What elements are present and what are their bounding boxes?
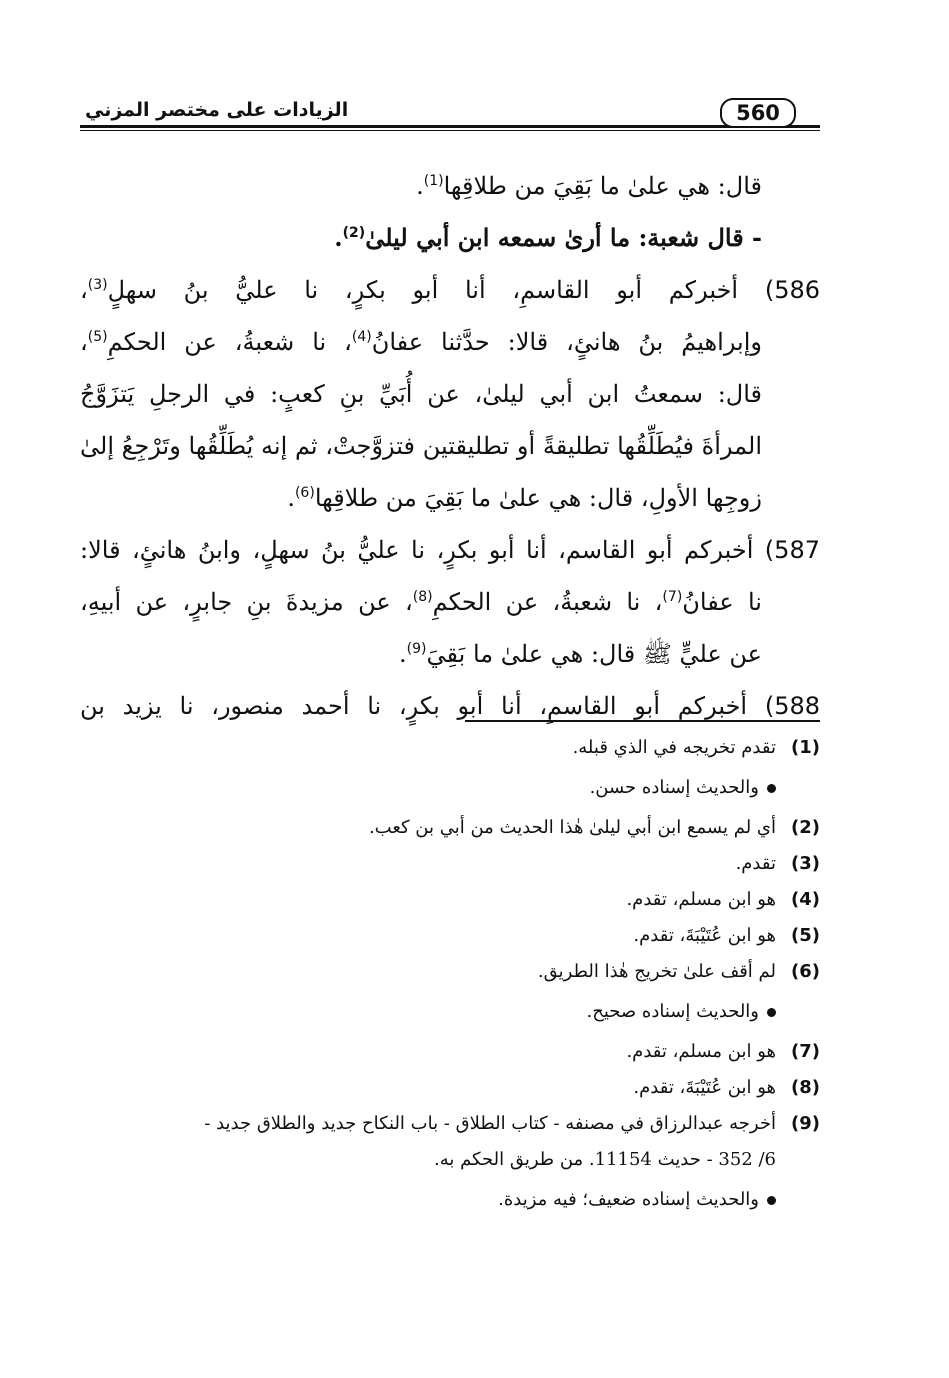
footnote: (4)هو ابن مسلم، تقدم.: [626, 889, 820, 910]
footnote: (8)هو ابن عُتَيْبَةَ، تقدم.: [633, 1077, 820, 1098]
hadith-number: 586): [764, 276, 820, 304]
hadith-number: 587): [764, 536, 820, 564]
header-rule: [80, 125, 820, 128]
text-line: نا عفانُ$^{(7)}$، نا شعبةُ، عن الحكمِ$^{(8)}$، عن مزيدةَ بنِ جابرٍ، عن أبيهِ،: [80, 588, 762, 616]
main-text: [80, 160, 820, 732]
text-line: - قال شعبة: ما أرىٰ سمعه ابن أبي ليلىٰ$^{(2)}$.: [334, 223, 762, 252]
text-line: قال: سمعتُ ابن أبي ليلىٰ، عن أُبَيِّ بنِ كعبٍ: في الرجلِ يَتزَوَّجُ: [80, 380, 762, 408]
hadith-number: 588): [764, 692, 820, 720]
hadith-588-line: 588) أخبركم أبو القاسمِ، أنا أبو بكرٍ، نا أحمد منصور، نا يزيد بن: [80, 692, 820, 720]
footnote: (7)هو ابن مسلم، تقدم.: [626, 1041, 820, 1062]
hadith-587-line: 587) أخبركم أبو القاسم، أنا أبو بكرٍ، نا عليُّ بنُ سهلٍ، وابنُ هانئٍ، قالا:: [80, 536, 820, 564]
footnote-grade: والحديث إسناده صحيح.: [80, 994, 820, 1030]
footnote: (2)أي لم يسمع ابن أبي ليلىٰ هٰذا الحديث من أبي بن كعب.: [368, 817, 820, 838]
page-number: 560: [720, 98, 796, 128]
text-line: المرأةَ فيُطَلِّقُها تطليقةً أو تطليقتين فتزوَّجتْ، ثم إنه يُطَلِّقُها وتَرْجِعُ إلىٰ: [80, 432, 762, 460]
bullet-icon: [767, 784, 776, 793]
header-rule-thin: [80, 130, 820, 131]
footnote: (1)تقدم تخريجه في الذي قبله.: [572, 737, 820, 758]
hadith-586-line: 586) أخبركم أبو القاسمِ، أنا أبو بكرٍ، نا عليُّ بنُ سهلٍ$^{(3)}$،: [80, 276, 820, 304]
text-line: وإبراهيمُ بنُ هانئٍ، قالا: حدَّثنا عفانُ$^{(4)}$، نا شعبةُ، عن الحكمِ$^{(5)}$،: [80, 328, 762, 356]
text-line: قال: هي علىٰ ما بَقِيَ من طلاقِها$^{(1)}$.: [416, 172, 762, 200]
page-header: [80, 95, 820, 135]
text-line: عن عليٍّ ﷺ قال: هي علىٰ ما بَقِيَ$^{(9)}$.: [399, 640, 762, 668]
bullet-icon: [767, 1008, 776, 1017]
footnote: (9)أخرجه عبدالرزاق في مصنفه - كتاب الطلاق - باب النكاح جديد والطلاق جديد -: [204, 1113, 820, 1134]
text-line: زوجِها الأولِ، قال: هي علىٰ ما بَقِيَ من طلاقِها$^{(6)}$.: [287, 484, 762, 512]
footnote-continuation: 6/ 352 - حديث 11154. من طريق الحكم به.: [433, 1149, 776, 1170]
footnote: (6)لم أقف علىٰ تخريج هٰذا الطريق.: [537, 961, 820, 982]
footnote-separator: [465, 720, 820, 722]
footnote-grade: والحديث إسناده حسن.: [80, 770, 820, 806]
footnote: (3)تقدم.: [735, 853, 820, 874]
bullet-icon: [767, 1196, 776, 1205]
footnote: (5)هو ابن عُتَيْبَةَ، تقدم.: [633, 925, 820, 946]
footnotes: [80, 730, 820, 1222]
footnote-grade: والحديث إسناده ضعيف؛ فيه مزيدة.: [80, 1182, 820, 1218]
running-title: الزيادات على مختصر المزني: [85, 99, 349, 121]
